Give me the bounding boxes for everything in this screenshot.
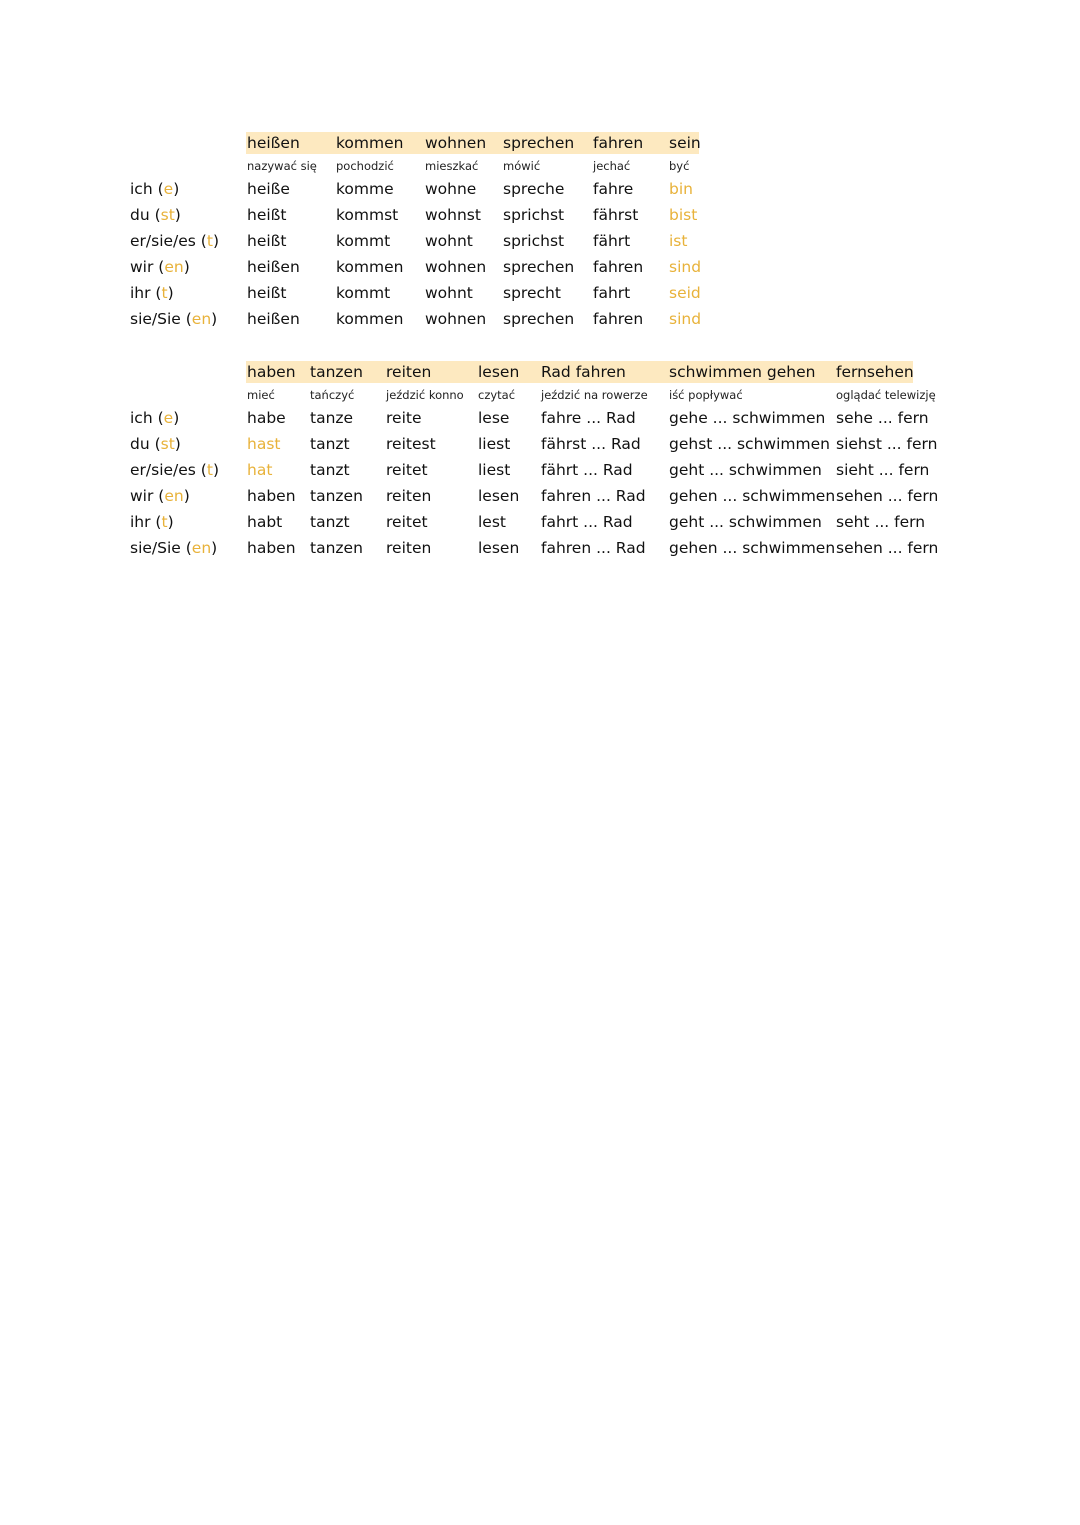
pronoun-text: du ( [130,435,161,453]
verb-form: reite [386,409,422,427]
verb-form: fährt [593,232,631,250]
verb-form: gehst ... schwimmen [669,435,830,453]
verb-form: heiße [247,180,290,198]
verb-form: heißen [247,310,300,328]
pronoun-text: ihr ( [130,513,162,531]
verb-form: sehen ... fern [836,487,939,505]
pronoun-text: ich ( [130,180,164,198]
pronoun-close: ) [173,180,180,198]
verb-translation: jechać [593,159,631,173]
ending-marker: t [161,284,168,302]
verb-form: sehe ... fern [836,409,929,427]
verb-translation: być [669,159,690,173]
pronoun-close: ) [212,461,219,479]
pronoun-close: ) [173,409,180,427]
pronoun-label [130,407,179,429]
pronoun-text: er/sie/es ( [130,461,207,479]
verb-form: heißt [247,284,287,302]
verb-form: siehst ... fern [836,435,938,453]
pronoun-label [130,230,219,252]
verb-form: sprecht [503,284,561,302]
pronoun-close: ) [183,487,190,505]
verb-translation: nazywać się [247,159,317,173]
verb-header: fernsehen [836,363,914,381]
verb-translation: mieszkać [425,159,479,173]
pronoun-label [130,485,190,507]
ending-marker: en [191,310,212,328]
verb-form: kommt [336,232,391,250]
verb-form: sprechen [503,258,575,276]
verb-form: geht ... schwimmen [669,461,822,479]
verb-translation: jeździć konno [386,388,464,402]
verb-form: geht ... schwimmen [669,513,822,531]
ending-marker: en [191,539,212,557]
conjugation-row [0,308,1080,334]
verb-form: habt [247,513,283,531]
verb-header: reiten [386,363,432,381]
pronoun-close: ) [211,310,218,328]
verb-form: tanzt [310,513,350,531]
verb-form: bist [669,206,698,224]
verb-translation: mówić [503,159,541,173]
verb-form: tanze [310,409,354,427]
pronoun-label [130,537,217,559]
verb-form: komme [336,180,394,198]
pronoun-label [130,459,219,481]
verb-form: fahren [593,258,644,276]
pronoun-text: er/sie/es ( [130,232,207,250]
header-row [0,132,1080,158]
verb-header: sprechen [503,134,575,152]
verb-form: bin [669,180,693,198]
verb-form: sehen ... fern [836,539,939,557]
verb-form: sind [669,310,702,328]
pronoun-text: sie/Sie ( [130,539,192,557]
verb-form: gehen ... schwimmen [669,487,836,505]
verb-form: gehe ... schwimmen [669,409,826,427]
pronoun-label [130,282,174,304]
verb-form: sind [669,258,702,276]
verb-header: lesen [478,363,520,381]
verb-form: lese [478,409,510,427]
verb-form: haben [247,539,296,557]
conjugation-row [0,407,1080,433]
verb-form: ist [669,232,688,250]
header-row [0,361,1080,387]
pronoun-text: ihr ( [130,284,162,302]
verb-form: wohnen [425,310,487,328]
verb-header: fahren [593,134,644,152]
verb-header: kommen [336,134,404,152]
verb-form: hat [247,461,273,479]
conjugation-row [0,537,1080,563]
verb-form: tanzen [310,487,363,505]
ending-marker: en [164,258,184,276]
verb-form: liest [478,435,511,453]
verb-translation: tańczyć [310,388,355,402]
verb-header: tanzen [310,363,363,381]
conjugation-row [0,511,1080,537]
conjugation-row [0,282,1080,308]
verb-form: hast [247,435,281,453]
verb-form: spreche [503,180,565,198]
verb-header: heißen [247,134,300,152]
verb-form: fahren [593,310,644,328]
pronoun-text: wir ( [130,487,165,505]
ending-marker: e [163,409,174,427]
pronoun-text: ich ( [130,409,164,427]
verb-form: lesen [478,539,520,557]
verb-form: seid [669,284,701,302]
verb-form: kommen [336,258,404,276]
pronoun-text: sie/Sie ( [130,310,192,328]
verb-form: gehen ... schwimmen [669,539,836,557]
verb-form: fahre ... Rad [541,409,636,427]
verb-form: heißen [247,258,300,276]
verb-form: sprichst [503,206,565,224]
pronoun-label [130,433,181,455]
verb-header: schwimmen gehen [669,363,816,381]
verb-form: wohnst [425,206,481,224]
verb-form: lest [478,513,506,531]
verb-form: reitet [386,461,428,479]
verb-form: heißt [247,232,287,250]
verb-header: sein [669,134,701,152]
verb-form: reiten [386,539,432,557]
pronoun-label [130,256,190,278]
ending-marker: t [206,232,213,250]
verb-form: sprechen [503,310,575,328]
conjugation-row [0,485,1080,511]
pronoun-close: ) [174,435,181,453]
conjugation-row [0,230,1080,256]
verb-form: kommen [336,310,404,328]
verb-form: haben [247,487,296,505]
verb-form: fahrt ... Rad [541,513,633,531]
verb-translation: mieć [247,388,275,402]
verb-header: Rad fahren [541,363,626,381]
pronoun-label [130,511,174,533]
conjugation-row [0,204,1080,230]
verb-form: reitet [386,513,428,531]
pronoun-close: ) [211,539,218,557]
conjugation-row [0,433,1080,459]
verb-form: reiten [386,487,432,505]
conjugation-row [0,178,1080,204]
verb-form: sprichst [503,232,565,250]
verb-translation: jeździć na rowerze [541,388,648,402]
verb-form: reitest [386,435,436,453]
ending-marker: e [163,180,174,198]
verb-translation: oglądać telewizję [836,388,936,402]
conjugation-row [0,256,1080,282]
ending-marker: st [160,206,175,224]
ending-marker: st [160,435,175,453]
pronoun-close: ) [212,232,219,250]
verb-form: fährt ... Rad [541,461,633,479]
verb-form: fahre [593,180,634,198]
verb-form: habe [247,409,286,427]
ending-marker: t [161,513,168,531]
conjugation-row [0,459,1080,485]
verb-form: heißt [247,206,287,224]
verb-translation: iść popływać [669,388,743,402]
verb-form: fahrt [593,284,631,302]
verb-form: seht ... fern [836,513,926,531]
verb-form: fahren ... Rad [541,487,646,505]
ending-marker: t [206,461,213,479]
verb-form: kommt [336,284,391,302]
verb-form: tanzt [310,435,350,453]
verb-form: fahren ... Rad [541,539,646,557]
verb-header: wohnen [425,134,487,152]
verb-form: tanzt [310,461,350,479]
verb-form: liest [478,461,511,479]
verb-form: tanzen [310,539,363,557]
verb-form: sieht ... fern [836,461,930,479]
verb-form: kommst [336,206,399,224]
verb-form: wohnt [425,284,473,302]
verb-translation: czytać [478,388,516,402]
pronoun-text: wir ( [130,258,165,276]
verb-translation: pochodzić [336,159,394,173]
pronoun-label [130,178,179,200]
pronoun-close: ) [183,258,190,276]
verb-form: lesen [478,487,520,505]
pronoun-label [130,308,217,330]
pronoun-label [130,204,181,226]
verb-form: wohnt [425,232,473,250]
verb-form: fährst ... Rad [541,435,641,453]
verb-header: haben [247,363,296,381]
verb-form: wohnen [425,258,487,276]
ending-marker: en [164,487,184,505]
verb-form: fährst [593,206,639,224]
pronoun-close: ) [167,284,174,302]
pronoun-text: du ( [130,206,161,224]
pronoun-close: ) [167,513,174,531]
pronoun-close: ) [174,206,181,224]
verb-form: wohne [425,180,477,198]
